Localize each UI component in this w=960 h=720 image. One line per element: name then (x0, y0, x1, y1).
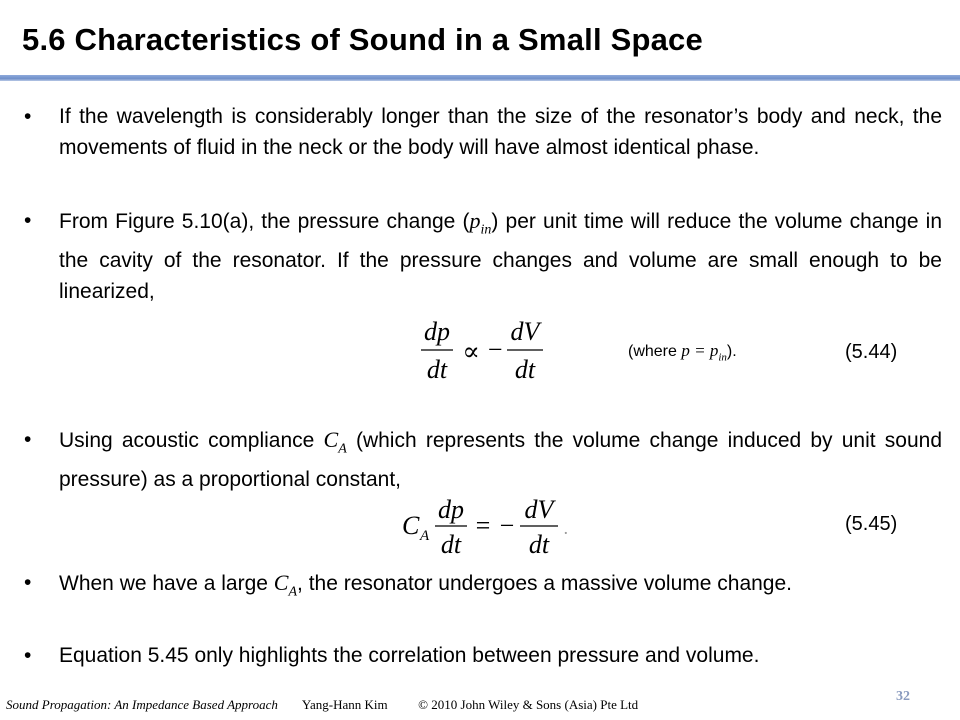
svg-text:= −: = − (474, 511, 516, 540)
symbol-c-a: $C_A$ (323, 427, 347, 457)
bullet-1 (24, 101, 942, 163)
svg-text:dt: dt (528, 530, 550, 559)
bullet-dot: • (24, 209, 32, 232)
bullet-dot: • (24, 571, 32, 594)
slide-title: 5.6 Characteristics of Sound in a Small Space (22, 22, 703, 57)
equation-5-44 (415, 308, 555, 386)
title-underline (0, 75, 960, 81)
bullet-dot: • (24, 428, 32, 451)
bullet-text: Equation 5.45 only highlights the correlation between pressure and volume. (59, 644, 760, 667)
bullet-dot: • (24, 644, 32, 667)
bullet-3 (24, 424, 942, 495)
bullet-text: Using acoustic compliance $C_A$ (which represents the volume change induced by unit sound pressure) as a proportional constant, (59, 427, 943, 492)
footer-copyright: © 2010 John Wiley & Sons (Asia) Pte Ltd (418, 697, 639, 712)
bullet-2 (24, 205, 942, 307)
svg-text:dV: dV (510, 317, 540, 346)
svg-text:dt: dt (514, 355, 536, 384)
bullet-5 (24, 640, 954, 671)
svg-text:dp: dp (424, 317, 450, 346)
bullet-dot: • (24, 105, 32, 128)
bullet-4 (24, 567, 942, 607)
svg-text:.: . (564, 518, 569, 538)
symbol-p-in: $p_{in}$ (469, 208, 492, 238)
svg-text:dt: dt (426, 355, 448, 384)
bullet-text: When we have a large $C_A$, the resonator undergoes a massive volume change. (59, 570, 793, 600)
equation-5-45 (400, 490, 575, 562)
svg-text:A: A (420, 528, 430, 544)
svg-text:C: C (402, 511, 420, 540)
svg-text:−: − (486, 335, 504, 364)
footer-author: Yang-Hann Kim (301, 697, 388, 712)
svg-text:dt: dt (440, 530, 462, 559)
svg-text:dV: dV (524, 495, 554, 524)
footer (6, 697, 638, 713)
bullet-text: From Figure 5.10(a), the pressure change $(p_{in})$ per unit time will reduce the volume change in the cavity of the resonator. If the pressure changes and volume are small enough to be linearized, (59, 208, 942, 304)
svg-text:dp: dp (438, 495, 464, 524)
footer-book-title: Sound Propagation: An Impedance Based Approach (6, 697, 278, 712)
equation-5-45-number: (5.45) (845, 513, 898, 535)
bullet-text: If the wavelength is considerably longer than the size of the resonator’s body and neck, the movements of fluid in the neck or the body will have almost identical phase. (59, 105, 942, 159)
symbol-c-a: $C_A$ (273, 570, 298, 600)
equation-5-44-number: (5.44) (845, 341, 898, 363)
page-number: 32 (896, 689, 910, 704)
equation-5-44-where: (where $p = p_{in}$). (628, 341, 737, 364)
svg-text:∝: ∝ (462, 337, 480, 367)
